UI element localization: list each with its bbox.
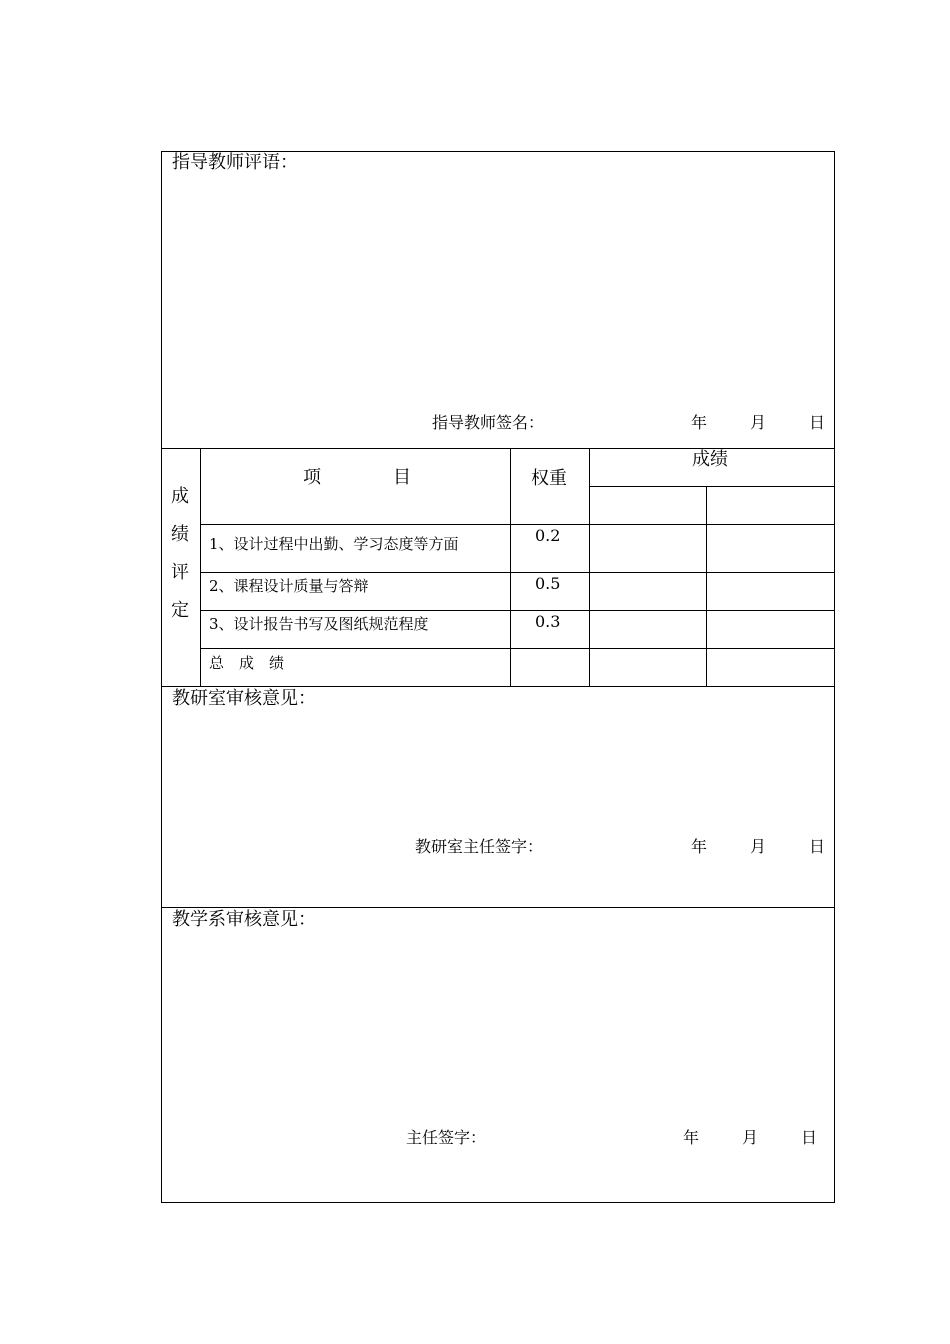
frame-bottom-border <box>161 1202 835 1203</box>
office-date-year: 年 <box>691 837 708 856</box>
grading-row-line-1 <box>200 572 835 573</box>
header-item: 项 目 <box>303 467 411 488</box>
side-label-char: 评 <box>171 562 189 583</box>
header-score: 成绩 <box>692 449 728 470</box>
dept-date-day: 日 <box>801 1128 818 1147</box>
advisor-date-year: 年 <box>691 413 708 432</box>
dept-signature-label: 主任签字： <box>406 1128 487 1147</box>
office-signature-label: 教研室主任签字： <box>415 837 544 856</box>
grading-row-weight-2: 0.5 <box>535 574 561 593</box>
side-label-char: 成 <box>171 486 189 507</box>
grading-row-item-3: 3、设计报告书写及图纸规范程度 <box>209 615 429 633</box>
advisor-date-day: 日 <box>809 413 826 432</box>
grading-row-item-1: 1、设计过程中出勤、学习态度等方面 <box>209 535 459 553</box>
advisor-signature-label: 指导教师签名： <box>432 413 545 432</box>
office-date-day: 日 <box>809 837 826 856</box>
advisor-section-divider <box>161 448 835 449</box>
grading-total-label: 总 成 绩 <box>209 654 285 672</box>
dept-date-year: 年 <box>683 1128 700 1147</box>
side-label-char: 定 <box>171 600 189 621</box>
office-date-month: 月 <box>750 837 767 856</box>
dept-review-title: 教学系审核意见： <box>172 909 316 930</box>
grading-side-divider <box>200 448 201 687</box>
dept-date-month: 月 <box>742 1128 759 1147</box>
grading-item-divider <box>510 448 511 687</box>
grading-side-label <box>170 478 190 630</box>
advisor-date-month: 月 <box>750 413 767 432</box>
grading-row-weight-1: 0.2 <box>535 526 561 545</box>
grading-weight-divider <box>589 448 590 687</box>
grading-section-divider <box>161 686 835 687</box>
header-weight: 权重 <box>531 468 567 489</box>
side-label-char: 绩 <box>171 524 189 545</box>
grading-row-weight-3: 0.3 <box>535 612 561 631</box>
office-review-title: 教研室审核意见： <box>172 688 316 709</box>
grading-score-divider <box>706 486 707 687</box>
grading-row-line-2 <box>200 610 835 611</box>
grading-row-item-2: 2、课程设计质量与答辩 <box>209 577 369 595</box>
frame-right-border <box>834 151 835 1203</box>
grading-row-line-3 <box>200 648 835 649</box>
score-subheader-line <box>589 486 835 487</box>
office-section-divider <box>161 907 835 908</box>
frame-left-border <box>161 151 162 1203</box>
advisor-comments-title: 指导教师评语： <box>172 152 298 173</box>
grading-header-line <box>200 524 835 525</box>
